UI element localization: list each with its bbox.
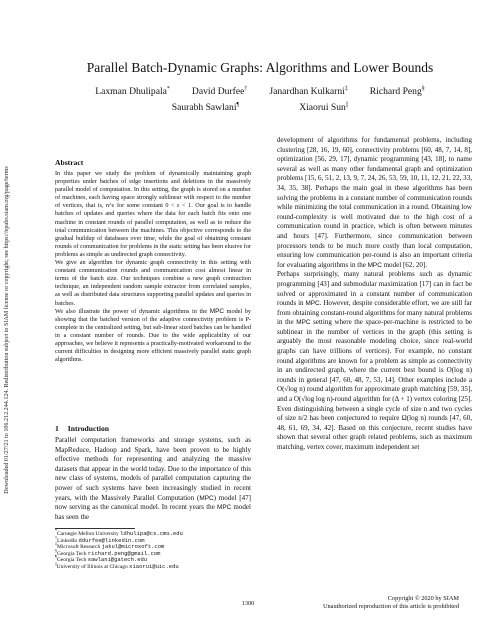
abstract-heading: Abstract	[55, 158, 84, 167]
footnote-divider	[55, 528, 135, 529]
right-column-text	[277, 136, 472, 453]
body-paragraph: development of algorithms for fundamental problems, including clustering [28, 16, 19, 60], connectivity problems [60, 48, 7, 14, 8], optimization [56, 29, 17], dynamic programming [43, 18], to name several as well as many other fundamental graph and optimization problems [15, 6, 51, 2, 13, 9, 7, 24, 26, 53, 59, 10, 11, 12, 21, 22, 33, 34, 35, 38]. Perhaps the main goal in these algorithms has been solving the problems in a constant number of communication rounds while minimizing the total communication in a round. Obtaining low round-complexity is well motivated due to the high cost of a communication round in practice, which is often between minutes and hours [47]. Furthermore, since communication between processors tends to be much more costly than local computation, ensuring low communication per-round is also an important criteria for evaluating algorithms in the MPC model [62, 20].	[277, 136, 472, 269]
footnote: ‡Microsoft Research jakul@microsoft.com	[55, 541, 165, 551]
footnote: †LinkedIn ddurfee@linkedin.com	[55, 534, 145, 544]
footnote: ||University of Illinois at Chicago xiaorui@uic.edu	[55, 561, 179, 570]
author-row-1	[40, 84, 480, 100]
footnote: ¶Georgia Tech sawlani@gatech.edu	[55, 554, 148, 564]
author: Laxman Dhulipala*	[95, 85, 170, 97]
abstract-paragraph: We give an algorithm for dynamic graph connectivity in this setting with constant communication rounds and communication cost almost linear in terms of the batch size. Our techniques combine a new graph contraction technique, an independent random sample extractor from correlated samples, as well as distributed data structures supporting parallel updates and queries in batches.	[55, 259, 251, 307]
author: Saurabh Sawlani¶	[171, 101, 240, 113]
author: Janardhan Kulkarni‡	[269, 85, 348, 97]
download-notice-text: Downloaded 01/27/21 to 106.212.244.124. Redistribution subject to SIAM license or copyright; see https://epubs.siam.org/page/terms	[4, 166, 10, 494]
section-heading	[55, 424, 109, 433]
author-footnotes	[55, 528, 255, 571]
abstract-paragraph: We also illustrate the power of dynamic algorithms in the MPC model by showing that the batched version of the adaptive connectivity problem is P-complete in the centralized setting, but sub-linear sized batches can be handled in a constant number of rounds. Due to the wide applicability of our approaches, we believe it represents a practically-motivated workaround to the current difficulties in designing more efficient massively parallel static graph algorithms.	[55, 307, 252, 364]
download-notice-sidebar	[2, 95, 12, 565]
copyright-line: Copyright © 2020 by SIAM	[387, 595, 459, 602]
footnote: §Georgia Tech richard.peng@gmail.com	[55, 547, 161, 557]
abstract-body	[55, 170, 251, 364]
copyright-line: Unauthorized reproduction of this article is prohibited	[322, 602, 459, 610]
copyright-notice	[323, 595, 459, 610]
section-title: Introduction	[67, 424, 110, 433]
abstract-paragraph: In this paper we study the problem of dynamically maintaining graph properties under batches of edge insertions and deletions in the massively parallel model of computation. In this setting, the graph is stored on a number of machines, each having space strongly sublinear with respect to the number of vertices, that is, n^ε for some constant 0 < ε < 1. Our goal is to handle batches of updates and queries where the data for each batch fits onto one machine in constant rounds of parallel computation, as well as to reduce the total communication between the machines. This objective corresponds to the gradual buildup of databases over time, while the goal of obtaining constant rounds of communication for problems in the static setting has been elusive for problems as simple as undirected graph connectivity.	[55, 170, 251, 258]
page-number: 1300	[241, 600, 255, 607]
footnote: *Carnegie Mellon University ldhulipa@cs.cmu.edu	[55, 528, 183, 537]
section-number: 1	[55, 424, 59, 433]
paper-title: Parallel Batch-Dynamic Graphs: Algorithms and Lower Bounds	[86, 60, 434, 75]
introduction-text: Parallel computation frameworks and storage systems, such as MapReduce, Hadoop and Spark, have been proven to be highly effective methods for representing and analyzing the massive datasets that appear in the world today. Due to the importance of this new class of systems, models of parallel computation capturing the power of such systems have been increasingly studied in recent years, with the Massively Parallel Computation (MPC) model [47] now serving as the canonical model. In recent years the MPC model has seen the	[55, 436, 251, 521]
author-list	[40, 84, 480, 116]
author: Richard Peng§	[369, 85, 425, 97]
body-paragraph: Perhaps surprisingly, many natural problems such as dynamic programming [43] and submodular maximization [17] can in fact be solved or approximated in a constant number of communication rounds in MPC. However, despite considerable effort, we are still far from obtaining constant-round algorithms for many natural problems in the MPC setting where the space-per-machine is restricted to be sublinear in the number of vertices in the graph (this setting is arguably the most reasonable modeling choice, since real-world graphs can have trillions of vertices). For example, no constant round algorithms are known for a problem as simple as connectivity in an undirected graph, where the current best bound is O(log n) rounds in general [47, 60, 48, 7, 53, 14]. Other examples include a O(√log n) round algorithm for approximate graph matching [59, 35], and a O(√log log n)-round algorithm for (Δ + 1) vertex coloring [25]. Even distinguishing between a single cycle of size n and two cycles of size n/2 has been conjectured to require Ω(log n) rounds [47, 60, 48, 61, 69, 34, 42]. Based on this conjecture, recent studies have shown that several other graph related problems, such as maximum matching, vertex cover, maximum independent set	[277, 270, 472, 451]
author-row-2	[40, 100, 480, 116]
author: David Durfee†	[191, 85, 248, 97]
author: Xiaorui Sun||	[299, 101, 349, 113]
